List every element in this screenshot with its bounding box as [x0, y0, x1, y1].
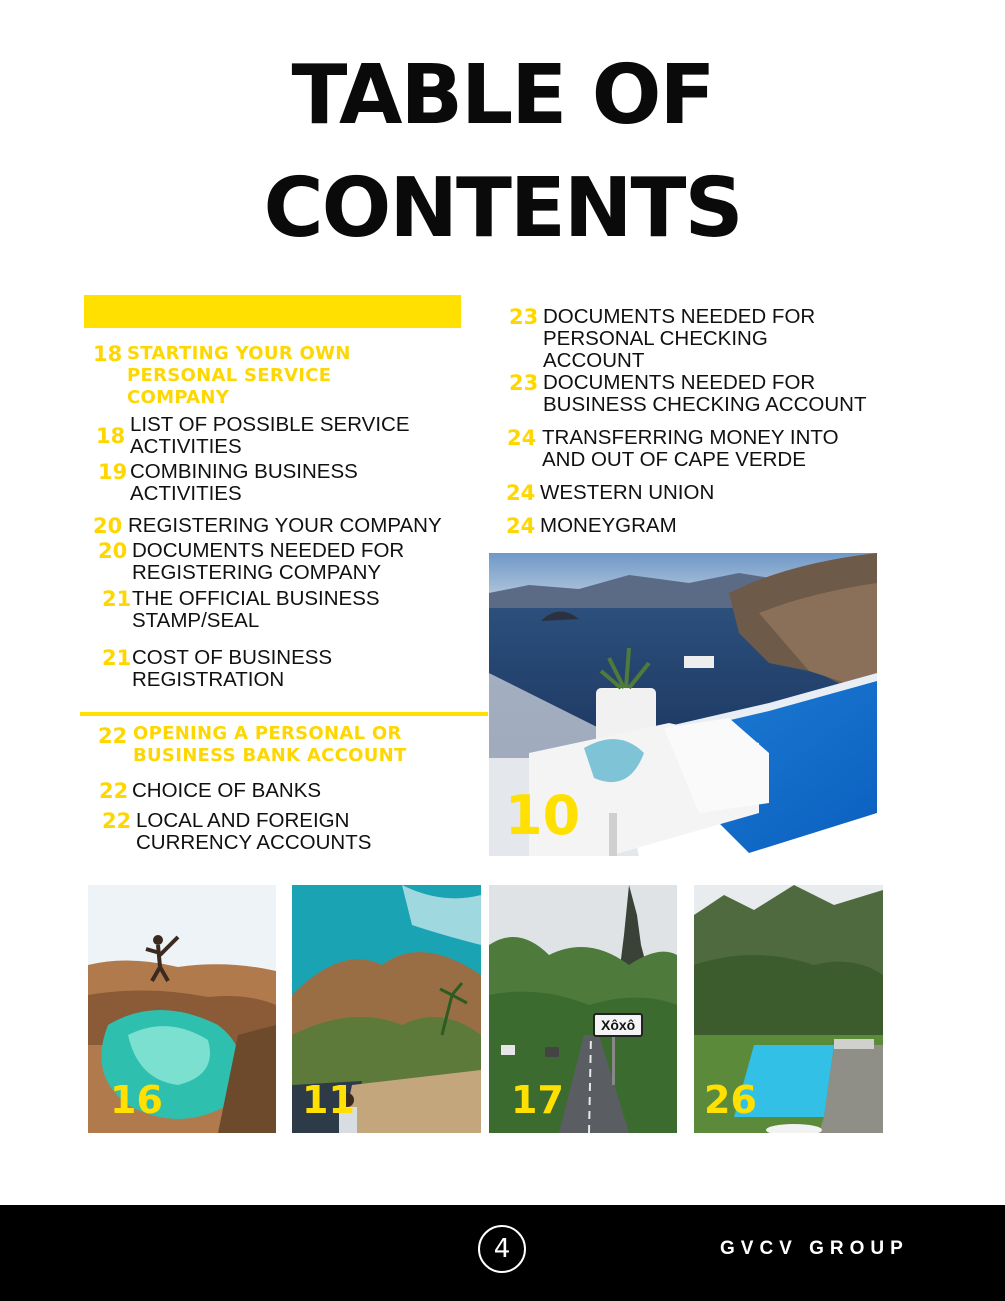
toc-entry-title: WESTERN UNION [540, 481, 715, 504]
toc-entry-title: MONEYGRAM [540, 514, 677, 537]
toc-entry-title: CHOICE OF BANKS [132, 779, 322, 802]
toc-entry-title: DOCUMENTS NEEDED FOR BUSINESS CHECKING ACCOUNT [543, 371, 867, 416]
toc-entry[interactable] [93, 343, 393, 409]
toc-page-number: 19 [98, 460, 128, 484]
photo-page-number: 10 [505, 784, 581, 847]
toc-page-number: 24 [507, 426, 537, 450]
toc-page-number: 22 [99, 779, 129, 803]
photo-page-number: 11 [302, 1078, 355, 1122]
toc-page-number: 18 [96, 424, 126, 448]
toc-entry-title: LIST OF POSSIBLE SERVICE ACTIVITIES [130, 413, 410, 458]
toc-page-number: 22 [98, 724, 128, 748]
toc-entry[interactable] [102, 588, 412, 632]
section-divider-line [80, 712, 488, 716]
village-road-photo [489, 885, 677, 1133]
toc-entry-title: DOCUMENTS NEEDED FOR PERSONAL CHECKING ACCOUNT [543, 305, 816, 372]
toc-entry[interactable] [506, 515, 806, 537]
cliff-swim-photo [88, 885, 276, 1133]
toc-entry[interactable] [509, 306, 839, 372]
toc-entry-title: DOCUMENTS NEEDED FOR REGISTERING COMPANY [132, 539, 405, 584]
toc-entry-title: COMBINING BUSINESS ACTIVITIES [130, 460, 358, 505]
toc-page-number: 18 [93, 342, 123, 366]
section-header-bar [84, 295, 461, 328]
coast-path-photo [292, 885, 481, 1133]
toc-entry[interactable] [98, 540, 438, 584]
toc-entry[interactable] [509, 372, 899, 416]
toc-entry[interactable] [98, 723, 438, 767]
page-title-line-2: CONTENTS [263, 161, 742, 256]
page-footer [0, 1205, 1005, 1301]
toc-entry-title: TRANSFERRING MONEY INTO AND OUT OF CAPE VERDE [542, 426, 839, 471]
toc-page-number: 24 [506, 514, 536, 538]
toc-entry[interactable] [506, 482, 806, 504]
garden-pool-photo [694, 885, 883, 1133]
toc-page-number: 20 [98, 539, 128, 563]
toc-entry[interactable] [96, 414, 436, 458]
toc-entry[interactable] [507, 427, 877, 471]
page-title-line-1: TABLE OF [291, 48, 714, 143]
toc-page-number: 23 [509, 305, 539, 329]
toc-page-number: 21 [102, 646, 132, 670]
toc-section-title: STARTING YOUR OWN PERSONAL SERVICE COMPANY [127, 343, 351, 408]
toc-page-number: 24 [506, 481, 536, 505]
toc-entry[interactable] [98, 461, 398, 505]
toc-page-number: 22 [102, 809, 132, 833]
pool-photo [489, 553, 877, 856]
toc-entry[interactable] [99, 780, 399, 802]
village-sign: Xôxô [593, 1013, 643, 1037]
photo-page-number: 16 [110, 1078, 163, 1122]
toc-page-number: 23 [509, 371, 539, 395]
brand-name: GVCV GROUP [720, 1238, 909, 1259]
toc-entry-title: COST OF BUSINESS REGISTRATION [132, 646, 333, 691]
page-number: 4 [478, 1225, 526, 1273]
toc-entry-title: LOCAL AND FOREIGN CURRENCY ACCOUNTS [136, 809, 372, 854]
toc-entry[interactable] [93, 515, 493, 537]
toc-section-title: OPENING A PERSONAL OR BUSINESS BANK ACCOUNT [133, 723, 407, 766]
toc-page-number: 21 [102, 587, 132, 611]
toc-entry-title: REGISTERING YOUR COMPANY [128, 514, 442, 537]
toc-entry[interactable] [102, 647, 412, 691]
toc-entry-title: THE OFFICIAL BUSINESS STAMP/SEAL [132, 587, 380, 632]
toc-entry[interactable] [102, 810, 402, 854]
photo-page-number: 17 [511, 1078, 564, 1122]
photo-page-number: 26 [704, 1078, 757, 1122]
toc-page-number: 20 [93, 514, 123, 538]
